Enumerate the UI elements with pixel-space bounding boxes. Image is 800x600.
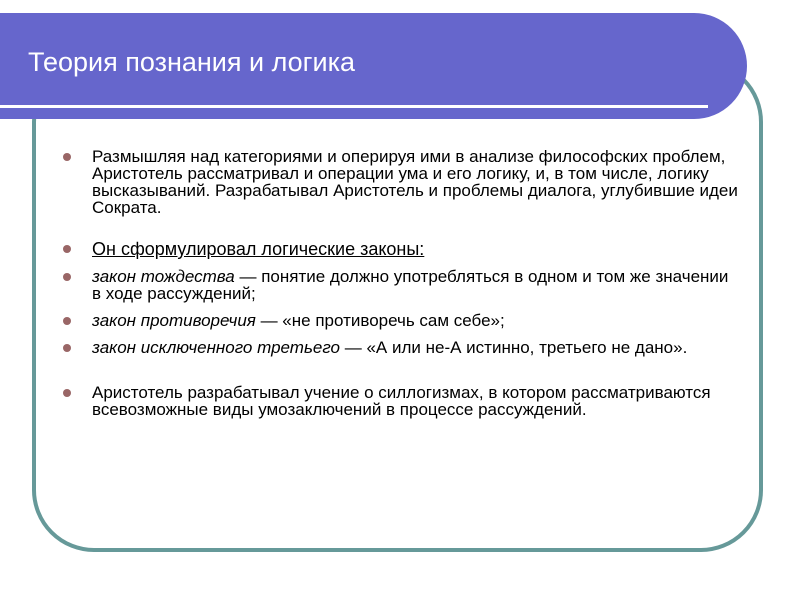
law-term: закон исключенного третьего <box>92 338 340 357</box>
bullet-item-law-of-contradiction <box>60 312 740 329</box>
bullet-item-syllogisms <box>60 384 740 418</box>
slide-title: Теория познания и логика <box>28 47 355 77</box>
bullet-dot-icon <box>63 317 71 325</box>
law-term: закон противоречия <box>92 311 256 330</box>
bullet-dot-icon <box>63 245 71 253</box>
bullet-text-underlined: Он сформулировал логические законы: <box>92 239 425 259</box>
bullet-text: Размышляя над категориями и оперируя ими в анализе философских проблем, Аристотель рассматривал и операции ума и его логику, и, в том числе, логику высказываний. Разрабатывал Аристотель и проблемы диалога, углубившие идеи Сократа. <box>92 147 738 217</box>
bullet-dot-icon <box>63 273 71 281</box>
bullet-item-logical-laws-heading <box>60 240 740 258</box>
title-bar <box>0 13 747 119</box>
bullet-list <box>60 148 740 418</box>
law-description: — понятие должно употребляться в одном и том же значении в ходе рассуждений; <box>92 267 729 303</box>
bullet-dot-icon <box>63 153 71 161</box>
bullet-text: Аристотель разрабатывал учение о силлогизмах, в котором рассматриваются всевозможные виды умозаключений в процессе рассуждений. <box>92 383 711 419</box>
bullet-dot-icon <box>63 389 71 397</box>
title-underline-divider <box>0 105 708 108</box>
bullet-item-aristotle-categories <box>60 148 740 216</box>
bullet-dot-icon <box>63 344 71 352</box>
bullet-item-law-of-excluded-middle <box>60 339 740 356</box>
bullet-item-law-of-identity <box>60 268 740 302</box>
law-description: — «А или не-А истинно, третьего не дано». <box>340 338 688 357</box>
law-description: — «не противоречь сам себе»; <box>255 311 505 330</box>
law-term: закон тождества <box>92 267 235 286</box>
